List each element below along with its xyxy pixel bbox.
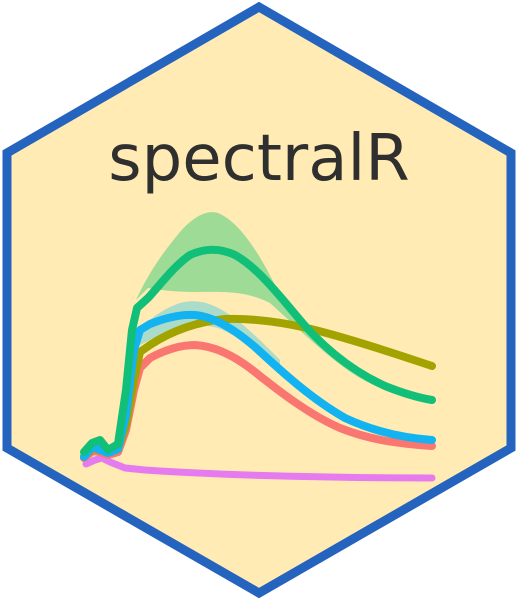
hex-background	[7, 7, 511, 593]
logo-title: spectralR	[108, 122, 410, 196]
